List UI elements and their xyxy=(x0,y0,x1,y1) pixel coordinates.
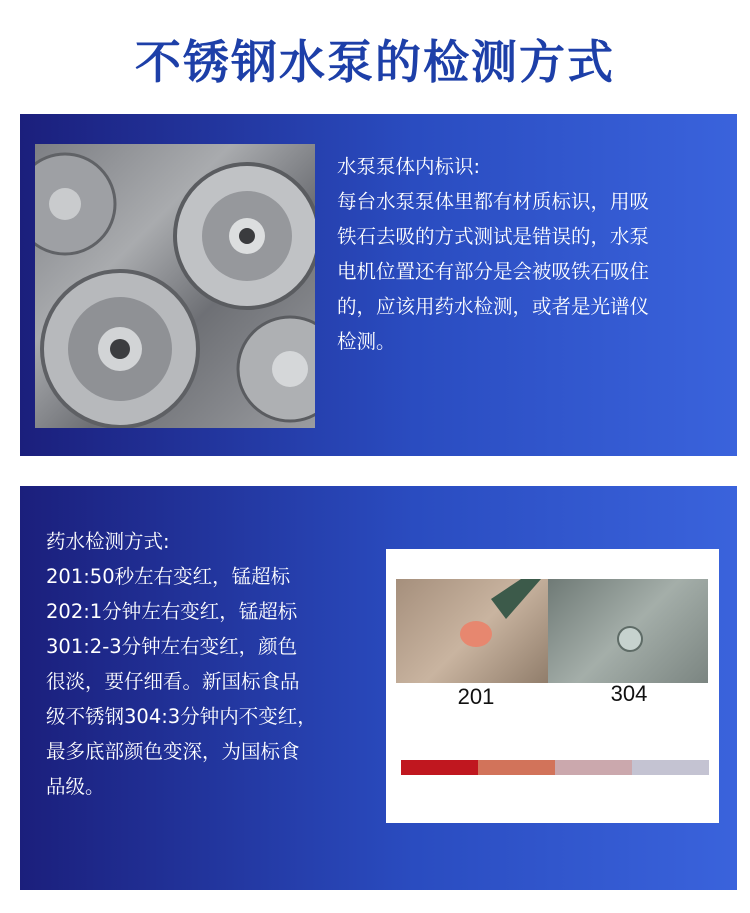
color-swatch xyxy=(555,760,632,775)
sample-201-photo xyxy=(396,579,556,683)
text-line: 药水检测方式: xyxy=(46,530,170,553)
text-line: 最多底部颜色变深，为国标食 xyxy=(46,740,300,763)
pump-marking-text xyxy=(337,149,727,359)
text-line: 铁石去吸的方式测试是错误的，水泵 xyxy=(337,225,650,248)
chemical-test-text xyxy=(46,524,376,804)
text-line: 很淡，要仔细看。新国标食品 xyxy=(46,670,300,693)
text-line: 级不锈钢304:3分钟内不变红， xyxy=(46,705,317,728)
pump-housings-photo xyxy=(35,144,315,428)
text-line: 201:50秒左右变红，锰超标 xyxy=(46,565,291,588)
sample-label-201: 201 xyxy=(457,684,495,709)
chemical-test-panel xyxy=(20,486,737,890)
page-title: 不锈钢水泵的检测方式 xyxy=(135,35,615,89)
text-line: 的，应该用药水检测，或者是光谱仪 xyxy=(337,295,650,318)
pump-marking-panel xyxy=(20,114,737,456)
sample-label-304: 304 xyxy=(610,681,648,706)
text-line: 检测。 xyxy=(337,330,396,353)
color-swatch xyxy=(478,760,555,775)
text-line: 品级。 xyxy=(46,775,105,798)
text-line: 每台水泵泵体里都有材质标识，用吸 xyxy=(337,190,650,213)
text-line: 301:2-3分钟左右变红，颜色 xyxy=(46,635,298,658)
text-line: 202:1分钟左右变红，锰超标 xyxy=(46,600,298,623)
sample-304-photo xyxy=(548,579,708,683)
text-line: 水泵泵体内标识: xyxy=(337,155,481,178)
test-result-card xyxy=(386,549,719,823)
color-swatch xyxy=(401,760,478,775)
color-swatch xyxy=(632,760,709,775)
text-line: 电机位置还有部分是会被吸铁石吸住 xyxy=(337,260,650,283)
